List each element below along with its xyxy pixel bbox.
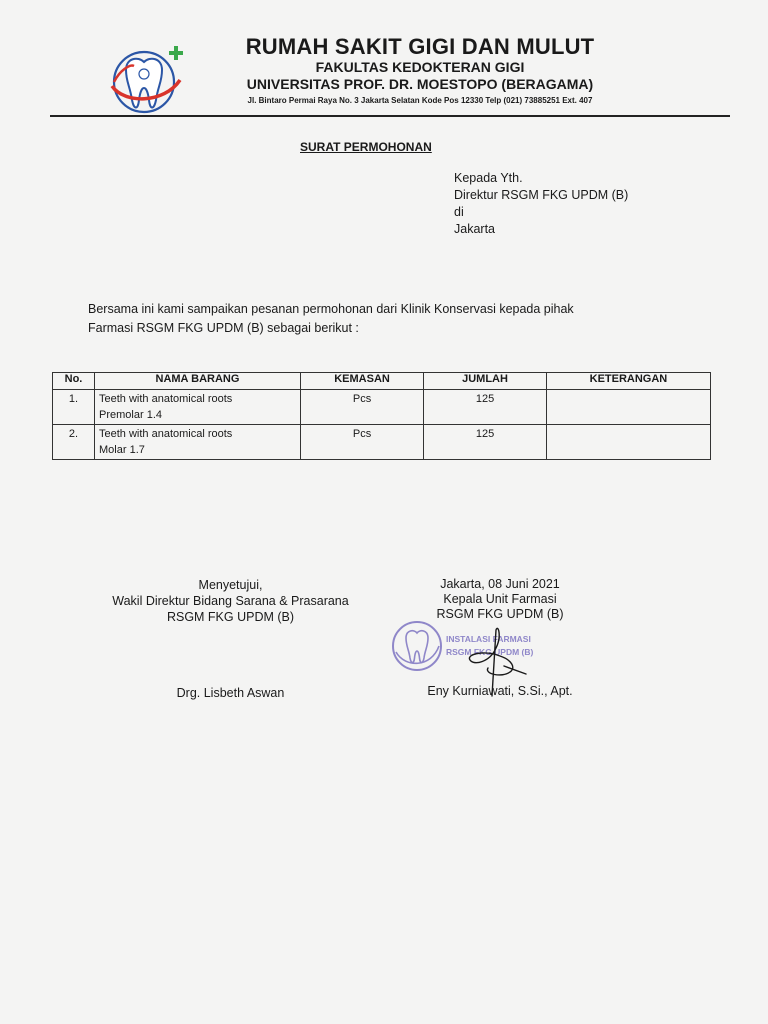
recipient-line: Jakarta [454,222,495,236]
intro-text: Farmasi RSGM FKG UPDM (B) sebagai berikut : [88,321,359,335]
stamp-text: RSGM FKG UPDM (B) [446,647,534,657]
cell-quantity: 125 [424,390,547,425]
cell-notes [546,390,710,425]
letterhead-divider [50,115,730,117]
table-header-row [53,373,711,390]
signer-role: Kepala Unit Farmasi [443,592,557,606]
signer-name: Eny Kurniawati, S.Si., Apt. [427,684,573,698]
faculty-name: FAKULTAS KEDOKTERAN GIGI [315,59,525,75]
cell-no: 2. [53,425,95,460]
recipient-line: Kepada Yth. [454,171,523,185]
table-row [53,425,711,460]
header-name: NAMA BARANG [95,373,301,390]
cell-no: 1. [53,390,95,425]
header-no: No. [53,373,95,390]
item-name: Teeth with anatomical roots [99,393,233,405]
document-title: SURAT PERMOHONAN [300,140,432,154]
recipient-line: Direktur RSGM FKG UPDM (B) [454,188,629,202]
cell-packaging: Pcs [300,425,423,460]
hospital-name: RUMAH SAKIT GIGI DAN MULUT [245,34,595,59]
hospital-address: Jl. Bintaro Permai Raya No. 3 Jakarta Selatan Kode Pos 12330 Telp (021) 73885251 Ext. 407 [247,96,593,105]
item-variant: Molar 1.7 [99,444,145,456]
approver-name: Drg. Lisbeth Aswan [176,686,285,700]
header-notes: KETERANGAN [546,373,710,390]
stamp-tooth-icon [393,622,441,670]
cell-quantity: 125 [424,425,547,460]
approver-org: RSGM FKG UPDM (B) [166,610,295,624]
intro-text: Bersama ini kami sampaikan pesanan permohonan dari Klinik Konservasi kepada pihak [88,302,574,316]
letter-date: Jakarta, 08 Juni 2021 [440,577,560,591]
cell-name [95,390,301,425]
recipient-line: di [454,205,464,219]
item-variant: Premolar 1.4 [99,409,162,421]
cell-notes [546,425,710,460]
approval-label: Menyetujui, [198,578,263,592]
header-packaging: KEMASAN [300,373,423,390]
stamp-text: INSTALASI FARMASI [446,634,531,644]
tooth-logo-icon [104,40,190,120]
item-name: Teeth with anatomical roots [99,428,233,440]
table-row [53,390,711,425]
cell-packaging: Pcs [300,390,423,425]
signer-org: RSGM FKG UPDM (B) [436,607,564,621]
header-quantity: JUMLAH [424,373,547,390]
university-name: UNIVERSITAS PROF. DR. MOESTOPO (BERAGAMA) [246,76,594,92]
cell-name [95,425,301,460]
approver-role: Wakil Direktur Bidang Sarana & Prasarana [112,594,349,608]
items-table [52,372,711,460]
